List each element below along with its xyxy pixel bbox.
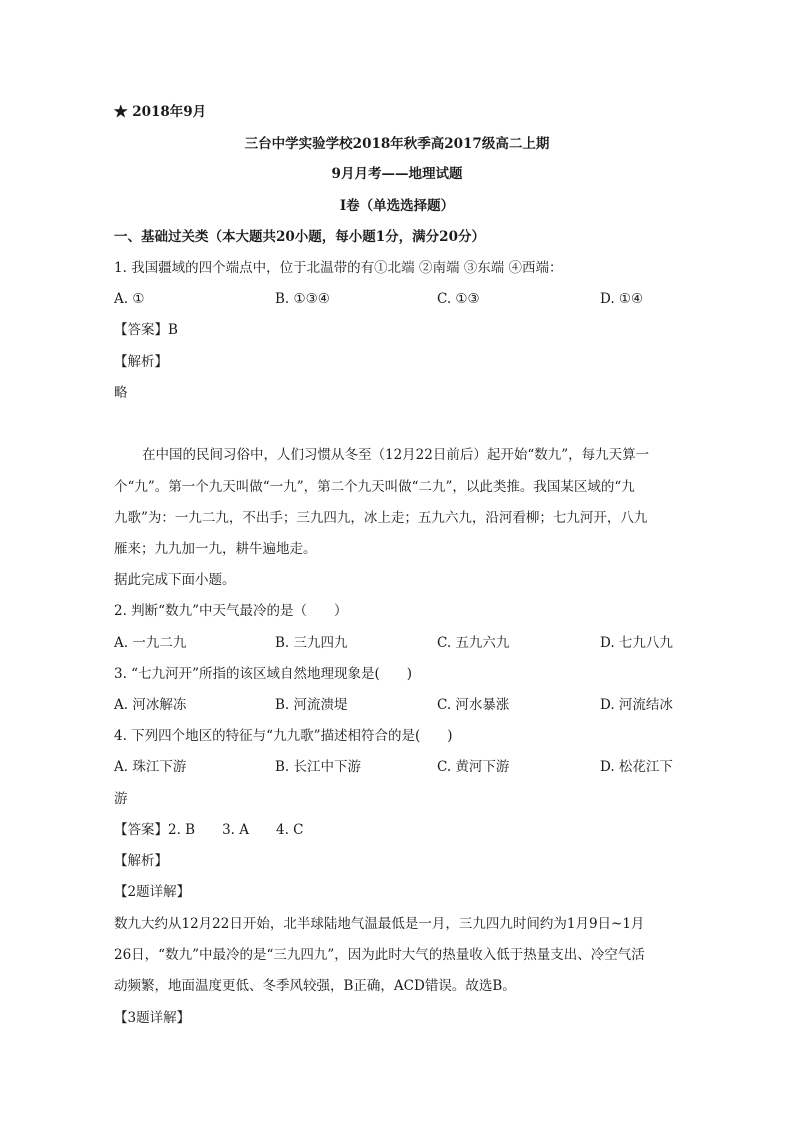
q2-option-c: C. 五九六九: [437, 635, 510, 651]
q3-option-a: A. 河冰解冻: [114, 697, 187, 713]
q1-analysis-label: 【解析】: [114, 354, 168, 370]
q1-option-d: D. ①④: [600, 291, 644, 307]
q1-option-b: B. ①③④: [275, 291, 330, 307]
q4-option-b: B. 长江中下游: [275, 759, 362, 775]
q3-option-d: D. 河流结冰: [600, 697, 673, 713]
q3-stem: 3. “七九河开”所指的该区域自然地理现象是( ): [114, 666, 413, 682]
answers-analysis-label: 【解析】: [114, 853, 168, 869]
q1-option-c: C. ①③: [437, 291, 480, 307]
detail-3-label: 【3题详解】: [114, 1010, 191, 1026]
q3-option-c: C. 河水暴涨: [437, 697, 510, 713]
school-title: 三台中学实验学校2018年秋季高2017级高二上期: [244, 136, 550, 152]
q4-option-c: C. 黄河下游: [437, 759, 510, 775]
detail-2-line: 数九大约从12月22日开始，北半球陆地气温最低是一月，三九四九时间约为1月9日~1月: [114, 916, 645, 932]
q1-stem: 1. 我国疆域的四个端点中，位于北温带的有①北端 ②南端 ③东端 ④西端：: [114, 260, 563, 276]
q2-option-d: D. 七九八九: [600, 635, 673, 651]
q1-analysis: 略: [114, 385, 128, 401]
passage-line: 个“九”。第一个九天叫做“一九”，第二个九天叫做“二九”，以此类推。我国某区域的“九: [114, 479, 635, 495]
q2-option-a: A. 一九二九: [114, 635, 187, 651]
detail-2-line: 26日，“数九”中最冷的是“三九四九”，因为此时大气的热量收入低于热量支出、冷空气活: [114, 947, 645, 963]
passage-line: 在中国的民间习俗中，人们习惯从冬至（12月22日前后）起开始“数九”，每九天算一: [142, 447, 650, 463]
exam-title: 9月月考——地理试题: [331, 166, 463, 182]
q4-option-wrap: 游: [114, 791, 128, 807]
q1-answer: 【答案】B: [114, 322, 178, 338]
passage-line: 九歌”为：一九二九，不出手；三九四九，冰上走；五九六九，沿河看柳；七九河开，八九: [114, 510, 648, 526]
answers-2-4: 【答案】2. B 3. A 4. C: [114, 822, 304, 838]
q4-option-a: A. 珠江下游: [114, 759, 187, 775]
volume-title: Ⅰ卷（单选选择题）: [339, 198, 455, 214]
passage-instruction: 据此完成下面小题。: [114, 572, 236, 588]
detail-2-label: 【2题详解】: [114, 884, 191, 900]
passage-line: 雁来；九九加一九，耕牛遍地走。: [114, 541, 317, 557]
section-title: 一、基础过关类（本大题共20小题，每小题1分，满分20分）: [114, 229, 485, 245]
detail-2-line: 动频繁，地面温度更低、冬季风较强，B正确，ACD错误。故选B。: [114, 978, 516, 994]
q3-option-b: B. 河流溃堤: [275, 697, 348, 713]
date-line: ★ 2018年9月: [114, 104, 207, 120]
q1-option-a: A. ①: [114, 291, 145, 307]
q4-option-d: D. 松花江下: [600, 759, 673, 775]
q2-option-b: B. 三九四九: [275, 635, 348, 651]
q2-stem: 2. 判断“数九”中天气最冷的是（ ）: [114, 603, 348, 619]
q4-stem: 4. 下列四个地区的特征与“九九歌”描述相符合的是( ): [114, 728, 453, 744]
